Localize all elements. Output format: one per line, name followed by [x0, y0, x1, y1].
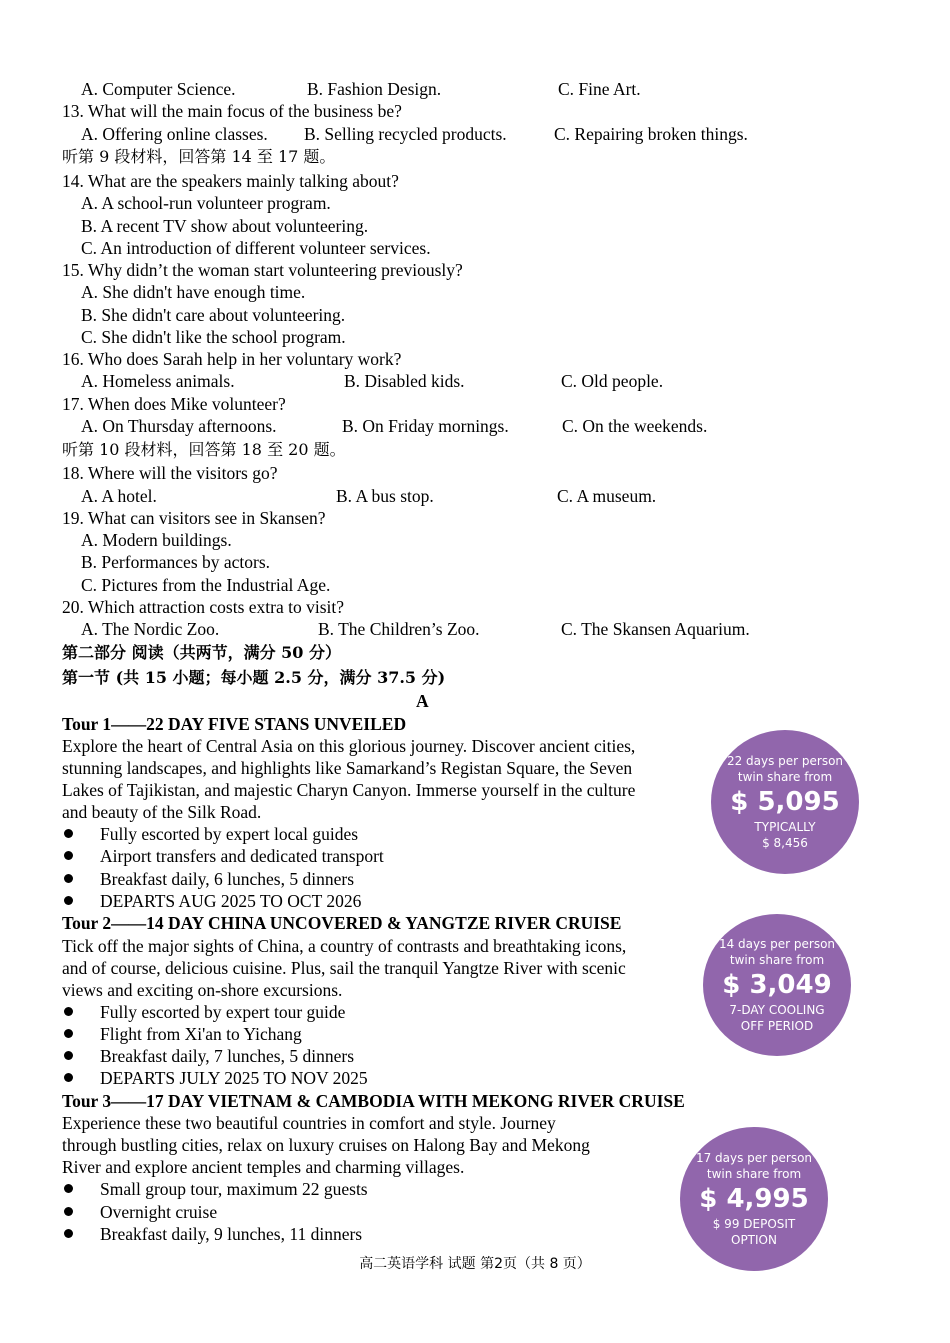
tour-3-desc-line: through bustling cities, relax on luxury cruises on Halong Bay and Mekong	[62, 1135, 590, 1155]
section-9-instruction: 听第 9 段材料，回答第 14 至 17 题。	[62, 147, 336, 166]
q12-option-a: A. Computer Science.	[81, 79, 236, 99]
q15-option-a: A. She didn't have enough time.	[81, 282, 306, 302]
tour-3-bullet: Breakfast daily, 9 lunches, 11 dinners	[100, 1224, 363, 1244]
q18-option-c: C. A museum.	[557, 486, 657, 506]
q20-option-a: A. The Nordic Zoo.	[81, 619, 220, 639]
badge-note: OPTION	[731, 1233, 777, 1247]
q13-option-c: C. Repairing broken things.	[554, 124, 748, 144]
q20-option-b: B. The Children’s Zoo.	[318, 619, 480, 639]
section-1-heading: 第一节 (共 15 小题；每小题 2.5 分，满分 37.5 分)	[62, 668, 446, 687]
bullet-icon	[64, 1007, 73, 1016]
q20-stem: 20. Which attraction costs extra to visit?	[62, 597, 345, 617]
tour-2-bullet: Breakfast daily, 7 lunches, 5 dinners	[100, 1046, 355, 1066]
q18-option-a: A. A hotel.	[81, 486, 157, 506]
q14-option-c: C. An introduction of different volunteer services.	[81, 238, 431, 258]
q16-option-a: A. Homeless animals.	[81, 371, 235, 391]
q16-stem: 16. Who does Sarah help in her voluntary work?	[62, 349, 402, 369]
tour-2-title: Tour 2——14 DAY CHINA UNCOVERED & YANGTZE RIVER CRUISE	[62, 913, 622, 933]
badge-share: twin share from	[737, 770, 833, 784]
q13-option-b: B. Selling recycled products.	[304, 124, 507, 144]
badge-note: $ 99 DEPOSIT	[712, 1217, 796, 1231]
tour-2-bullet: Flight from Xi'an to Yichang	[100, 1024, 302, 1044]
tour-2-desc-line: views and exciting on-shore excursions.	[62, 980, 343, 1000]
tour-3-bullet: Overnight cruise	[100, 1202, 218, 1222]
q14-option-a: A. A school-run volunteer program.	[81, 193, 331, 213]
q17-option-a: A. On Thursday afternoons.	[81, 416, 277, 436]
q14-option-b: B. A recent TV show about volunteering.	[81, 216, 369, 236]
bullet-icon	[64, 1207, 73, 1216]
tour-2-bullet: Fully escorted by expert tour guide	[100, 1002, 346, 1022]
section-10-instruction: 听第 10 段材料，回答第 18 至 20 题。	[62, 440, 346, 459]
tour-1-desc-line: and beauty of the Silk Road.	[62, 802, 262, 822]
badge-share: twin share from	[729, 953, 825, 967]
q17-option-b: B. On Friday mornings.	[342, 416, 509, 436]
q19-stem: 19. What can visitors see in Skansen?	[62, 508, 326, 528]
q15-stem: 15. Why didn’t the woman start volunteering previously?	[62, 260, 463, 280]
bullet-icon	[64, 851, 73, 860]
passage-label: A	[416, 691, 429, 711]
tour-1-title: Tour 1——22 DAY FIVE STANS UNVEILED	[62, 714, 407, 734]
bullet-icon	[64, 1229, 73, 1238]
bullet-icon	[64, 1073, 73, 1082]
tour-1-desc-line: Explore the heart of Central Asia on this glorious journey. Discover ancient cities,	[62, 736, 636, 756]
bullet-icon	[64, 829, 73, 838]
badge-duration: 22 days per person	[726, 754, 844, 768]
q15-option-b: B. She didn't care about volunteering.	[81, 305, 346, 325]
q18-stem: 18. Where will the visitors go?	[62, 463, 278, 483]
tour-2-bullet: DEPARTS JULY 2025 TO NOV 2025	[100, 1068, 368, 1088]
badge-share: twin share from	[706, 1167, 802, 1181]
tour-1-desc-line: Lakes of Tajikistan, and majestic Charyn Canyon. Immerse yourself in the culture	[62, 780, 636, 800]
badge-note: OFF PERIOD	[740, 1019, 814, 1033]
badge-duration: 14 days per person	[718, 937, 836, 951]
q20-option-c: C. The Skansen Aquarium.	[561, 619, 750, 639]
q13-stem: 13. What will the main focus of the business be?	[62, 101, 402, 121]
q15-option-c: C. She didn't like the school program.	[81, 327, 346, 347]
tour-1-bullet: Breakfast daily, 6 lunches, 5 dinners	[100, 869, 355, 889]
q18-option-b: B. A bus stop.	[336, 486, 434, 506]
tour-3-price-badge	[680, 1127, 828, 1271]
tour-3-title: Tour 3——17 DAY VIETNAM & CAMBODIA WITH MEKONG RIVER CRUISE	[62, 1091, 685, 1111]
q17-option-c: C. On the weekends.	[562, 416, 708, 436]
badge-note: 7-DAY COOLING	[729, 1003, 825, 1017]
bullet-icon	[64, 1051, 73, 1060]
badge-price: $ 4,995	[699, 1184, 809, 1214]
q12-option-c: C. Fine Art.	[558, 79, 641, 99]
tour-1-bullet: Airport transfers and dedicated transport	[100, 846, 384, 866]
badge-note: $ 8,456	[762, 836, 808, 850]
q19-option-a: A. Modern buildings.	[81, 530, 232, 550]
bullet-icon	[64, 896, 73, 905]
part-2-heading: 第二部分 阅读（共两节，满分 50 分）	[62, 643, 341, 662]
bullet-icon	[64, 1184, 73, 1193]
q14-stem: 14. What are the speakers mainly talking about?	[62, 171, 399, 191]
badge-note: TYPICALLY	[754, 820, 816, 834]
q19-option-b: B. Performances by actors.	[81, 552, 271, 572]
page-footer: 高二英语学科 试题 第2页（共 8 页）	[359, 1256, 591, 1272]
q17-stem: 17. When does Mike volunteer?	[62, 394, 286, 414]
tour-1-price-badge	[711, 730, 859, 874]
tour-3-desc-line: River and explore ancient temples and charming villages.	[62, 1157, 465, 1177]
tour-1-desc-line: stunning landscapes, and highlights like Samarkand’s Registan Square, the Seven	[62, 758, 633, 778]
badge-duration: 17 days per person	[695, 1151, 813, 1165]
q19-option-c: C. Pictures from the Industrial Age.	[81, 575, 331, 595]
bullet-icon	[64, 1029, 73, 1038]
tour-3-desc-line: Experience these two beautiful countries in comfort and style. Journey	[62, 1113, 556, 1133]
bullet-icon	[64, 874, 73, 883]
tour-1-bullet: Fully escorted by expert local guides	[100, 824, 359, 844]
tour-2-desc-line: and of course, delicious cuisine. Plus, sail the tranquil Yangtze River with scenic	[62, 958, 626, 978]
q12-option-b: B. Fashion Design.	[307, 79, 442, 99]
tour-2-desc-line: Tick off the major sights of China, a country of contrasts and breathtaking icons,	[62, 936, 627, 956]
tour-1-bullet: DEPARTS AUG 2025 TO OCT 2026	[100, 891, 362, 911]
badge-price: $ 5,095	[730, 787, 840, 817]
tour-3-bullet: Small group tour, maximum 22 guests	[100, 1179, 368, 1199]
q16-option-c: C. Old people.	[561, 371, 664, 391]
badge-price: $ 3,049	[722, 970, 832, 1000]
tour-2-price-badge	[703, 914, 851, 1056]
q16-option-b: B. Disabled kids.	[344, 371, 465, 391]
q13-option-a: A. Offering online classes.	[81, 124, 268, 144]
